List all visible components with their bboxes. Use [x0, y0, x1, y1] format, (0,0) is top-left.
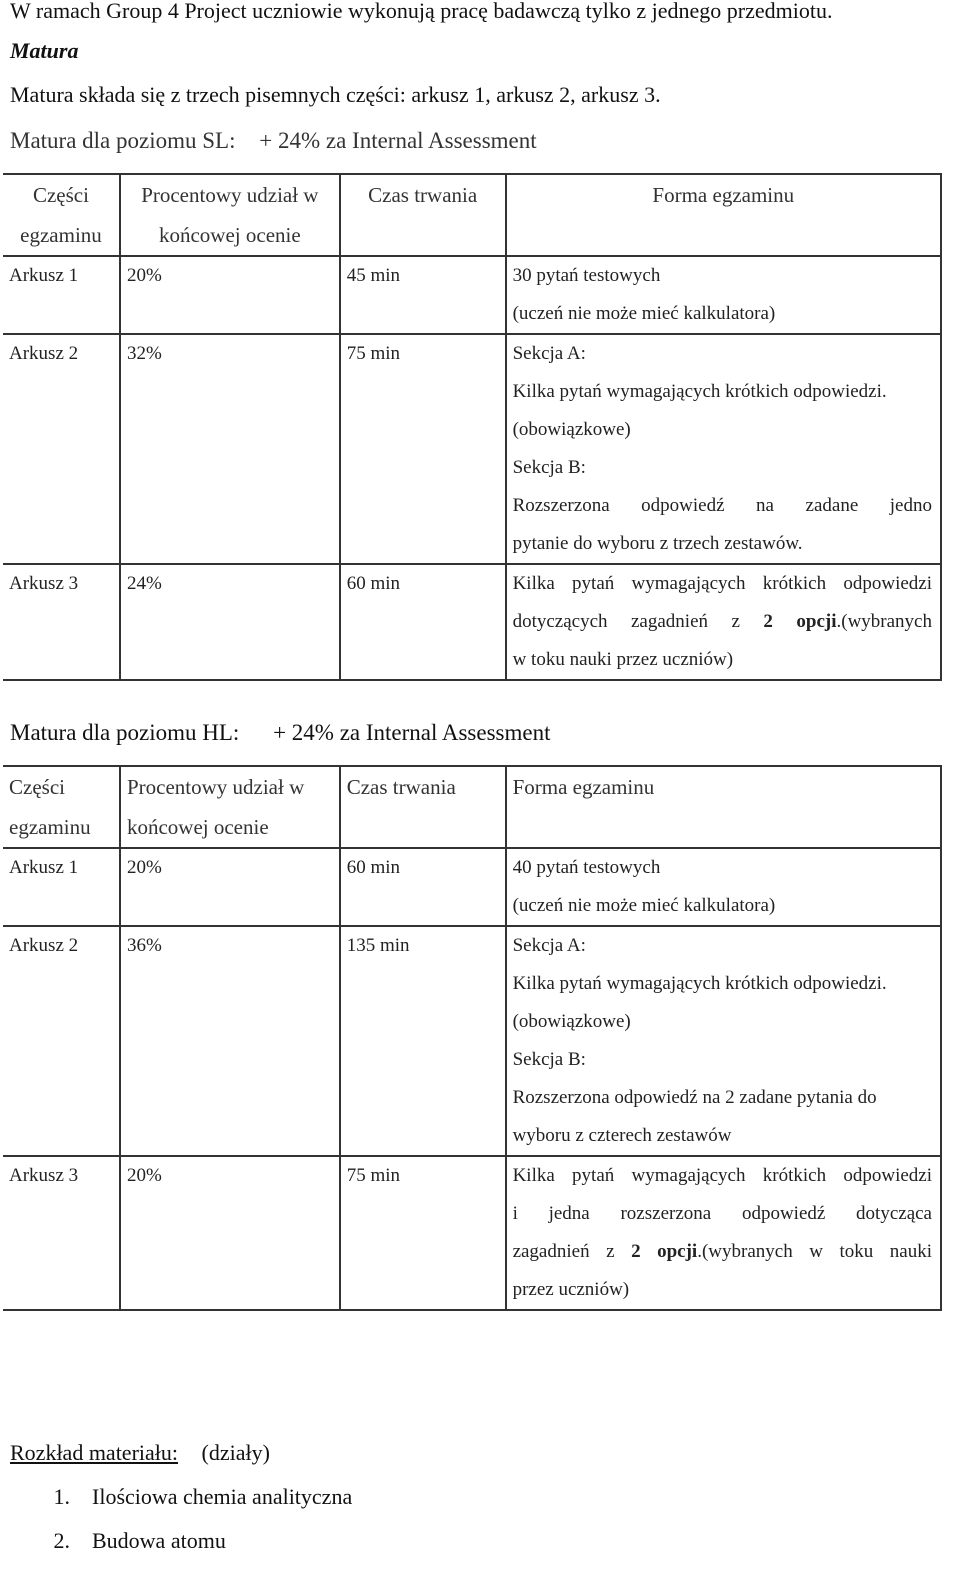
cell-form: Kilka pytań wymagających krótkich odpowiedzi i jedna rozszerzona odpowiedź dotycząca zagadnień z 2 opcji.(wybranych w toku nauki przez uczniów)	[506, 1156, 941, 1310]
table-row	[3, 334, 941, 564]
sl-ia-note: + 24% za Internal Assessment	[259, 128, 537, 153]
cell-share: 20%	[120, 256, 340, 334]
cell-form: 40 pytań testowych (uczeń nie może mieć kalkulatora)	[506, 848, 941, 926]
table-row	[3, 256, 941, 334]
cell-part: Arkusz 2	[3, 334, 120, 564]
cell-part: Arkusz 3	[3, 564, 120, 680]
header-parts: Części egzaminu	[3, 174, 120, 256]
cell-time: 60 min	[340, 564, 506, 680]
table-row	[3, 848, 941, 926]
cell-time: 75 min	[340, 334, 506, 564]
hl-exam-table	[3, 765, 942, 1311]
list-item: 2. Budowa atomu	[53, 1528, 226, 1553]
cell-part: Arkusz 3	[3, 1156, 120, 1310]
table-row	[3, 564, 941, 680]
cell-time: 60 min	[340, 848, 506, 926]
table-row	[3, 926, 941, 1156]
cell-share: 36%	[120, 926, 340, 1156]
header-form: Forma egzaminu	[506, 766, 941, 848]
cell-share: 32%	[120, 334, 340, 564]
header-form: Forma egzaminu	[506, 174, 941, 256]
cell-time: 135 min	[340, 926, 506, 1156]
cell-part: Arkusz 2	[3, 926, 120, 1156]
sl-title	[10, 128, 537, 154]
cell-form: Kilka pytań wymagających krótkich odpowiedzi dotyczących zagadnień z 2 opcji.(wybranych w toku nauki przez uczniów)	[506, 564, 941, 680]
materials-note: (działy)	[201, 1440, 270, 1465]
list-item: 1. Ilościowa chemia analityczna	[53, 1484, 353, 1509]
cell-share: 20%	[120, 1156, 340, 1310]
hl-title	[10, 720, 550, 746]
header-time: Czas trwania	[340, 174, 506, 256]
sl-title-label: Matura dla poziomu SL:	[10, 128, 236, 153]
cell-form: Sekcja A: Kilka pytań wymagających krótkich odpowiedzi. (obowiązkowe) Sekcja B: Rozszerzona odpowiedź na 2 zadane pytania do wyboru z czterech zestawów	[506, 926, 941, 1156]
cell-form: 30 pytań testowych (uczeń nie może mieć kalkulatora)	[506, 256, 941, 334]
header-share: Procentowy udział w końcowej ocenie	[120, 766, 340, 848]
header-share: Procentowy udział w końcowej ocenie	[120, 174, 340, 256]
header-time: Czas trwania	[340, 766, 506, 848]
table-header-row	[3, 174, 941, 256]
cell-part: Arkusz 1	[3, 256, 120, 334]
cell-time: 45 min	[340, 256, 506, 334]
hl-ia-note: + 24% za Internal Assessment	[273, 720, 551, 745]
cell-form: Sekcja A: Kilka pytań wymagających krótkich odpowiedzi. (obowiązkowe) Sekcja B: Rozszerzona odpowiedź na zadane jedno pytanie do wyboru z trzech zestawów.	[506, 334, 941, 564]
matura-sentence: Matura składa się z trzech pisemnych części: arkusz 1, arkusz 2, arkusz 3.	[10, 82, 661, 107]
intro-line: W ramach Group 4 Project uczniowie wykonują pracę badawczą tylko z jednego przedmiotu.	[10, 0, 833, 23]
cell-share: 20%	[120, 848, 340, 926]
table-row	[3, 1156, 941, 1310]
cell-time: 75 min	[340, 1156, 506, 1310]
materials-heading	[10, 1440, 270, 1466]
sl-exam-table	[3, 173, 942, 681]
materials-title: Rozkład materiału:	[10, 1440, 178, 1465]
materials-list	[0, 1484, 352, 1572]
table-header-row	[3, 766, 941, 848]
header-parts: Części egzaminu	[3, 766, 120, 848]
matura-heading: Matura	[10, 38, 79, 63]
cell-part: Arkusz 1	[3, 848, 120, 926]
hl-title-label: Matura dla poziomu HL:	[10, 720, 240, 745]
cell-share: 24%	[120, 564, 340, 680]
